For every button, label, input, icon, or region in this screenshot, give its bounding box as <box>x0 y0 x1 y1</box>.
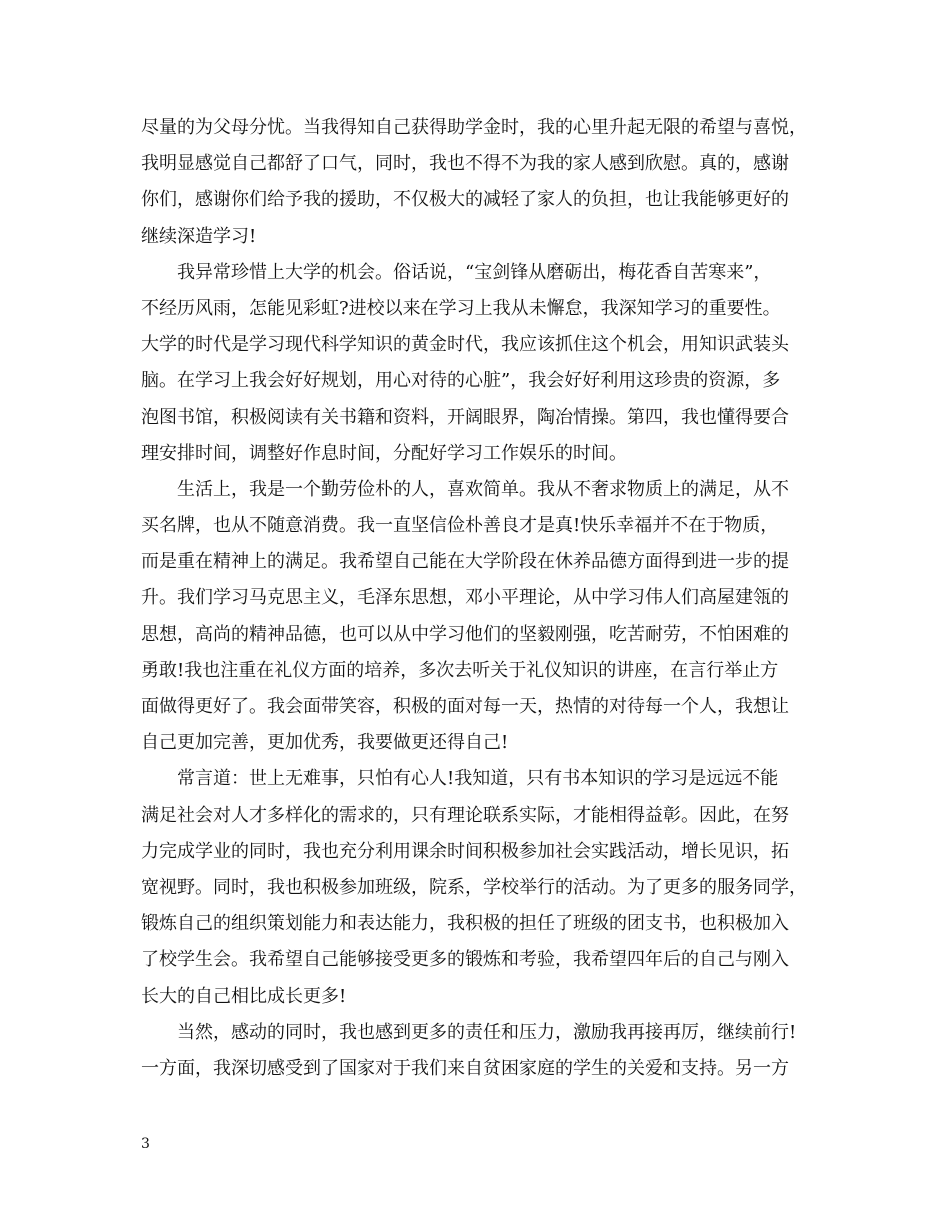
text-line: 一方面，我深切感受到了国家对于我们来自贫困家庭的学生的关爱和支持。另一方 <box>141 1057 789 1079</box>
text-line: 了校学生会。我希望自己能够接受更多的锻炼和考验，我希望四年后的自己与刚入 <box>141 949 789 971</box>
document-body <box>141 110 811 1087</box>
text-line: 继续深造学习! <box>141 225 257 247</box>
text-line: 你们，感谢你们给予我的援助，不仅极大的减轻了家人的负担，也让我能够更好的 <box>141 189 789 211</box>
text-line: 生活上，我是一个勤劳俭朴的人，喜欢简单。我从不奢求物质上的满足，从不 <box>177 478 789 500</box>
text-line: 长大的自己相比成长更多! <box>141 985 347 1007</box>
text-line: 当然，感动的同时，我也感到更多的责任和压力，激励我再接再厉，继续前行! <box>177 1021 797 1043</box>
text-line: 面做得更好了。我会面带笑容，积极的面对每一天，热情的对待每一个人，我想让 <box>141 696 789 717</box>
text-line: 买名牌，也从不随意消费。我一直坚信俭朴善良才是真!快乐幸福并不在于物质， <box>141 515 779 537</box>
text-line: 自己更加完善，更加优秀，我要做更还得自己! <box>141 732 509 754</box>
text-line: 宽视野。同时，我也积极参加班级，院系，学校举行的活动。为了更多的服务同学， <box>141 876 807 898</box>
text-line: 我明显感觉自己都舒了口气，同时，我也不得不为我的家人感到欣慰。真的，感谢 <box>141 153 789 175</box>
text-line: 勇敢!我也注重在礼仪方面的培养，多次去听关于礼仪知识的讲座，在言行举止方 <box>141 659 779 681</box>
text-line: 理安排时间，调整好作息时间，分配好学习工作娱乐的时间。 <box>141 442 627 464</box>
text-line: 大学的时代是学习现代科学知识的黄金时代，我应该抓住这个机会，用知识武装头 <box>141 334 789 356</box>
text-line: 脑。在学习上我会好好规划，用心对待的心脏”，我会好好利用这珍贵的资源，多 <box>141 370 781 392</box>
text-line: 力完成学业的同时，我也充分利用课余时间积极参加社会实践活动，增长见识，拓 <box>141 840 789 862</box>
text-line: 升。我们学习马克思主义，毛泽东思想，邓小平理论，从中学习伟人们高屋建瓴的 <box>141 587 789 609</box>
text-line: 思想，高尚的精神品德，也可以从中学习他们的坚毅刚强，吃苦耐劳，不怕困难的 <box>141 623 789 645</box>
text-line: 满足社会对人才多样化的需求的，只有理论联系实际，才能相得益彰。因此，在努 <box>141 804 789 826</box>
text-line: 不经历风雨，怎能见彩虹?进校以来在学习上我从未懈怠，我深知学习的重要性。 <box>141 297 781 319</box>
text-line: 我异常珍惜上大学的机会。俗话说，“宝剑锋从磨砺出，梅花香自苦寒来”， <box>177 261 772 283</box>
text-line: 常言道：世上无难事，只怕有心人!我知道，只有书本知识的学习是远远不能 <box>177 768 779 790</box>
page-number: 3 <box>141 1136 150 1152</box>
text-line: 锻炼自己的组织策划能力和表达能力，我积极的担任了班级的团支书，也积极加入 <box>141 913 789 935</box>
text-line: 尽量的为父母分忧。当我得知自己获得助学金时，我的心里升起无限的希望与喜悦， <box>141 117 807 138</box>
text-line: 泡图书馆，积极阅读有关书籍和资料，开阔眼界，陶冶情操。第四，我也懂得要合 <box>141 406 789 428</box>
text-line: 而是重在精神上的满足。我希望自己能在大学阶段在休养品德方面得到进一步的提 <box>141 551 789 573</box>
